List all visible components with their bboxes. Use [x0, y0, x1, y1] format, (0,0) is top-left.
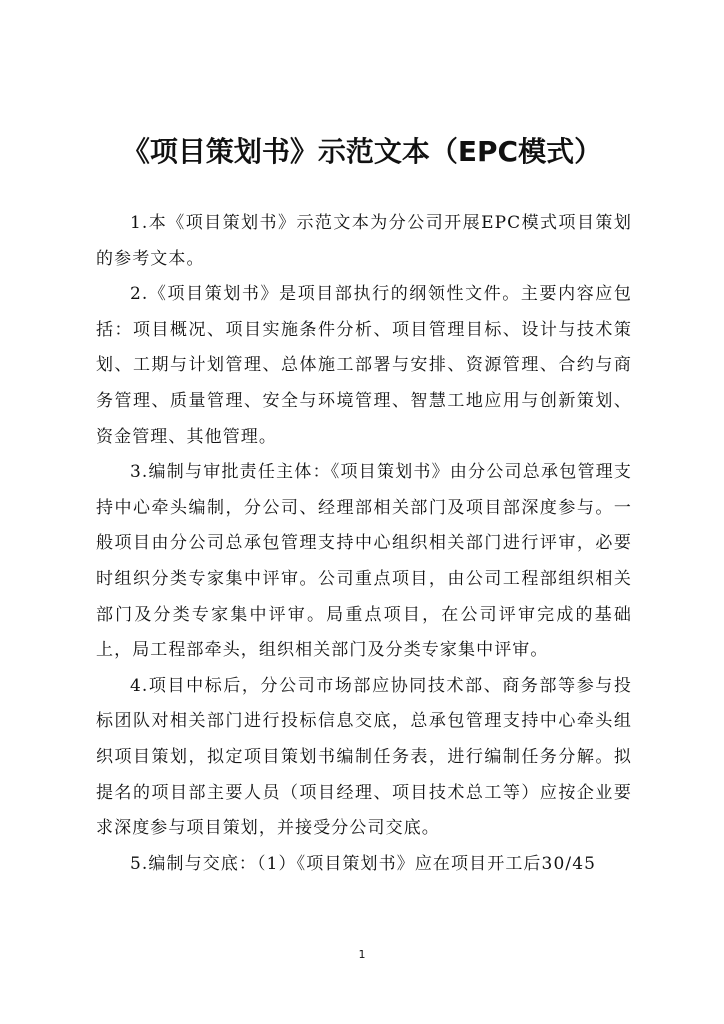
paragraph-4: 4.项目中标后，分公司市场部应协同技术部、商务部等参与投标团队对相关部门进行投标信息交底，总承包管理支持中心牵头组织项目策划，拟定项目策划书编制任务表，进行编制任务分解。拟提名的项目部主要人员（项目经理、项目技术总工等）应按企业要求深度参与项目策划，并接受分公司交底。 — [96, 675, 632, 839]
document-title: 《项目策划书》示范文本（EPC模式） — [121, 135, 603, 168]
paragraph-5: 5.编制与交底：（1）《项目策划书》应在项目开工后30/45 — [130, 853, 597, 874]
page-number: 1 — [358, 948, 366, 961]
paragraph-1: 1.本《项目策划书》示范文本为分公司开展EPC模式项目策划的参考文本。 — [96, 213, 632, 269]
paragraph-3: 3.编制与审批责任主体：《项目策划书》由分公司总承包管理支持中心牵头编制，分公司、经理部相关部门及项目部深度参与。一般项目由分公司总承包管理支持中心组织相关部门进行评审，必要时组织分类专家集中评审。公司重点项目，由公司工程部组织相关部门及分类专家集中评审。局重点项目，在公司评审完成的基础上，局工程部牵头，组织相关部门及分类专家集中评审。 — [96, 462, 632, 661]
paragraph-2: 2.《项目策划书》是项目部执行的纲领性文件。主要内容应包括：项目概况、项目实施条件分析、项目管理目标、设计与技术策划、工期与计划管理、总体施工部署与安排、资源管理、合约与商务管理、质量管理、安全与环境管理、智慧工地应用与创新策划、资金管理、其他管理。 — [96, 284, 632, 447]
document-body — [96, 206, 632, 882]
